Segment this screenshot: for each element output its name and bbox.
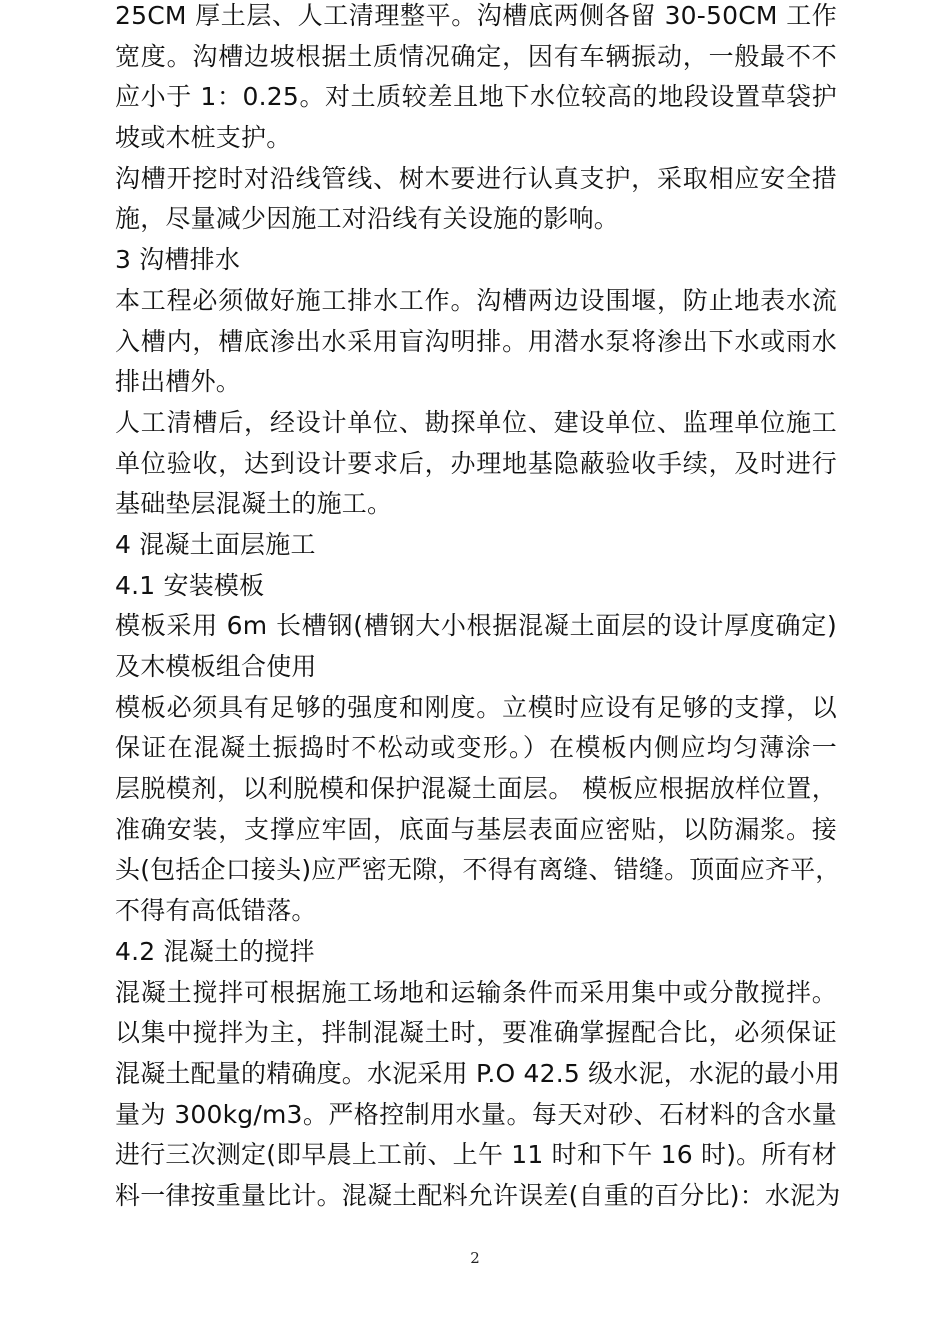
text-line: 排出槽外。 <box>115 367 242 397</box>
text-line: 料一律按重量比计。混凝土配料允许误差(自重的百分比)：水泥为 <box>115 1180 841 1210</box>
text-line: 模板必须具有足够的强度和刚度。立模时应设有足够的支撑，以 <box>115 692 837 722</box>
text-line: 应小于 1：0.25。对土质较差且地下水位较高的地段设置草袋护 <box>115 82 837 112</box>
text-line: 沟槽开挖时对沿线管线、树木要进行认真支护，采取相应安全措 <box>115 163 837 193</box>
page-number: 2 <box>470 1249 480 1267</box>
text-line: 进行三次测定(即早晨上工前、上午 11 时和下午 16 时)。所有材 <box>115 1140 837 1170</box>
text-line: 混凝土配量的精确度。水泥采用 P.O 42.5 级水泥，水泥的最小用 <box>115 1058 841 1088</box>
body-text <box>115 0 841 1217</box>
text-line: 量为 300kg/m3。严格控制用水量。每天对砂、石材料的含水量 <box>115 1099 837 1129</box>
text-line: 施，尽量减少因施工对沿线有关设施的影响。 <box>115 204 620 234</box>
text-line: 准确安装，支撑应牢固，底面与基层表面应密贴，以防漏浆。接 <box>115 814 837 844</box>
text-line: 单位验收，达到设计要求后，办理地基隐蔽验收手续，及时进行 <box>115 448 837 478</box>
text-line: 本工程必须做好施工排水工作。沟槽两边设围堰，防止地表水流 <box>115 285 837 315</box>
text-line: 以集中搅拌为主，拌制混凝土时，要准确掌握配合比，必须保证 <box>115 1018 837 1048</box>
text-line: 混凝土搅拌可根据施工场地和运输条件而采用集中或分散搅拌。 <box>115 977 837 1007</box>
text-line: 不得有高低错落。 <box>115 896 317 926</box>
text-line: 人工清槽后，经设计单位、勘探单位、建设单位、监理单位施工 <box>115 407 837 437</box>
text-line: 4.1 安装模板 <box>115 570 265 600</box>
text-line: 4 混凝土面层施工 <box>115 529 316 559</box>
text-line: 3 沟槽排水 <box>115 245 241 275</box>
text-line: 25CM 厚土层、人工清理整平。沟槽底两侧各留 30-50CM 工作 <box>115 1 837 30</box>
text-line: 及木模板组合使用 <box>115 652 317 681</box>
text-line: 保证在混凝土振捣时不松动或变形。）在模板内侧应均匀薄涂一 <box>115 733 837 763</box>
text-line: 4.2 混凝土的搅拌 <box>115 936 315 966</box>
text-line: 入槽内，槽底渗出水采用盲沟明排。用潜水泵将渗出下水或雨水 <box>115 326 837 356</box>
text-line: 基础垫层混凝土的施工。 <box>115 489 393 519</box>
text-line: 层脱模剂，以利脱模和保护混凝土面层。 模板应根据放样位置， <box>115 774 837 804</box>
text-line: 头(包括企口接头)应严密无隙，不得有离缝、错缝。顶面应齐平， <box>115 855 841 885</box>
text-line: 宽度。沟槽边坡根据土质情况确定，因有车辆振动，一般最不不 <box>115 41 837 71</box>
text-line: 模板采用 6m 长槽钢(槽钢大小根据混凝土面层的设计厚度确定) <box>115 611 837 641</box>
text-line: 坡或木桩支护。 <box>115 123 292 153</box>
